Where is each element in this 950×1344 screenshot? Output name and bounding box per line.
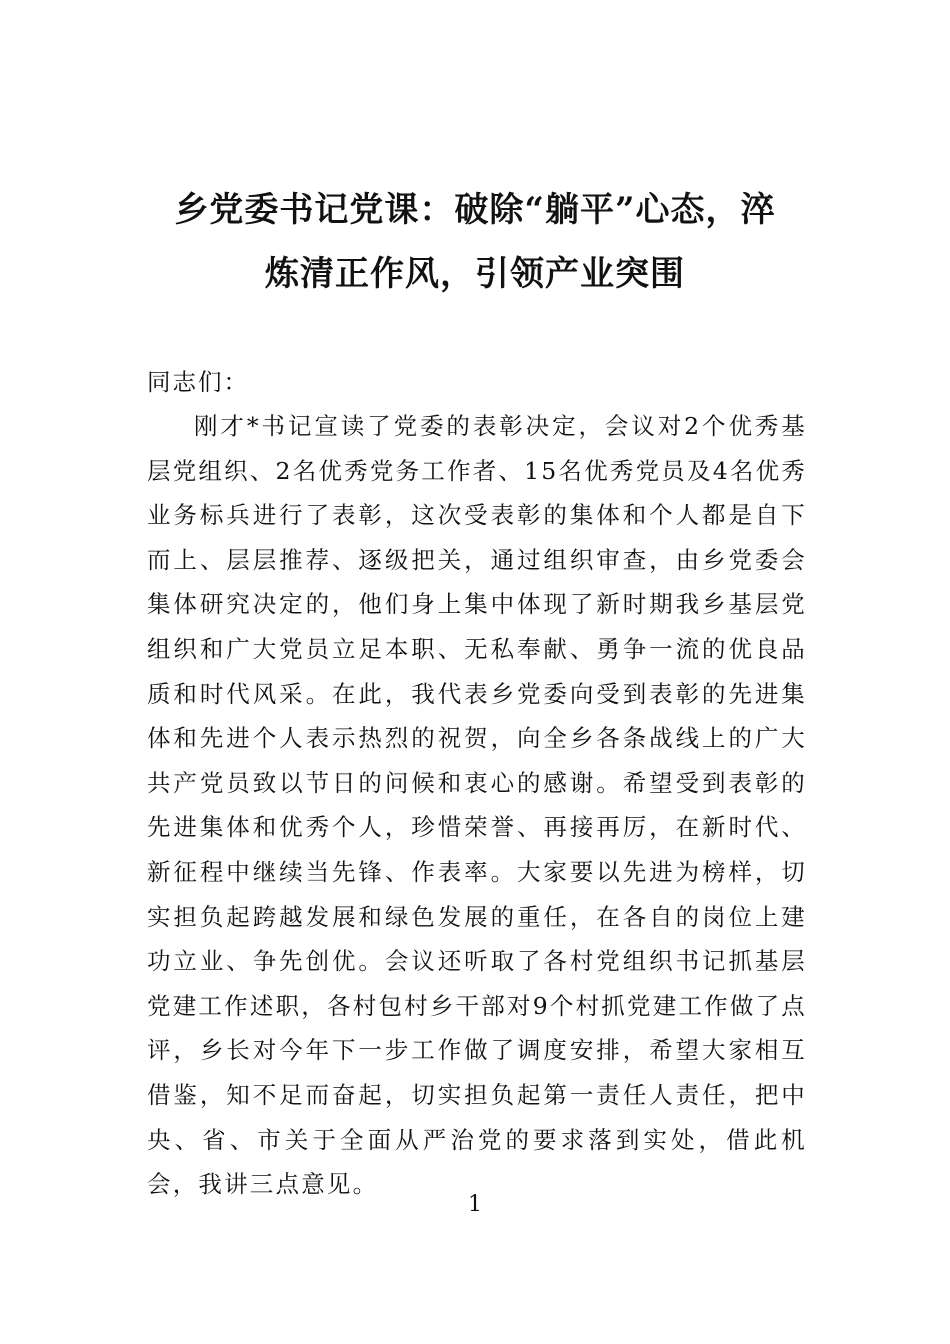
document-title (140, 178, 810, 306)
title-line-2: 炼清正作风，引领产业突围 (265, 254, 685, 294)
body-paragraph: 刚才*书记宣读了党委的表彰决定，会议对2个优秀基层党组织、2名优秀党务工作者、15名优秀党员及4名优秀业务标兵进行了表彰，这次受表彰的集体和个人都是自下而上、层层推荐、逐级把关，通过组织审查，由乡党委会集体研究决定的，他们身上集中体现了新时期我乡基层党组织和广大党员立足本职、无私奉献、勇争一流的优良品质和时代风采。在此，我代表乡党委向受到表彰的先进集体和先进个人表示热烈的祝贺，向全乡各条战线上的广大共产党员致以节日的问候和衷心的感谢。希望受到表彰的先进集体和优秀个人，珍惜荣誉、再接再厉，在新时代、新征程中继续当先锋、作表率。大家要以先进为榜样，切实担负起跨越发展和绿色发展的重任，在各自的岗位上建功立业、争先创优。会议还听取了各村党组织书记抓基层党建工作述职，各村包村乡干部对9个村抓党建工作做了点评，乡长对今年下一步工作做了调度安排，希望大家相互借鉴，知不足而奋起，切实担负起第一责任人责任，把中央、省、市关于全面从严治党的要求落到实处，借此机会，我讲三点意见。 (147, 412, 807, 1199)
title-line-1: 乡党委书记党课：破除“躺平”心态，淬 (174, 190, 776, 230)
page-number: 1 (468, 1192, 482, 1217)
salutation: 同志们： (147, 368, 249, 396)
